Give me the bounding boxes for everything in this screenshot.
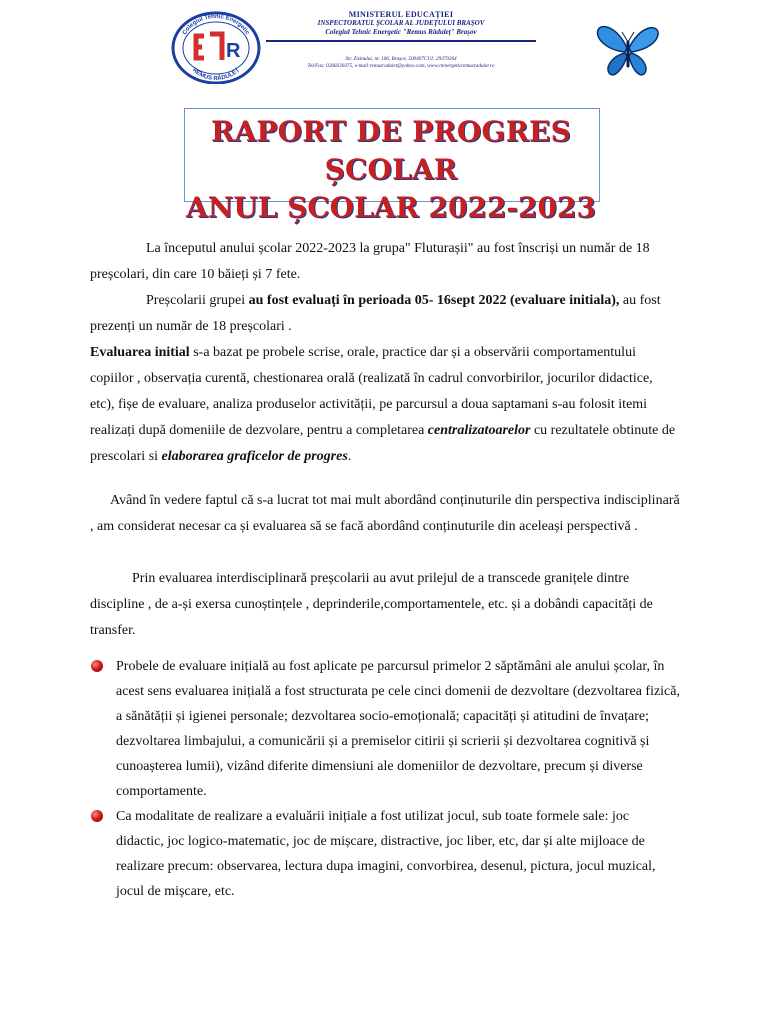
bullet-icon: [91, 660, 103, 672]
title-line-2: ANUL ȘCOLAR 2022-2023: [186, 191, 596, 224]
p3-end: .: [347, 449, 352, 464]
svg-text:R: R: [226, 40, 241, 62]
list-item: [90, 654, 680, 804]
address-line: Str. Zizinului, nr. 106, Brașov, 500407CUI: 29379264: [345, 56, 457, 62]
p2-text-a: Preșcolarii grupei: [146, 293, 249, 308]
bullet-list: [90, 654, 680, 904]
bullet-icon: [91, 810, 103, 822]
list-item: [90, 804, 680, 904]
title-line-1: RAPORT DE PROGRES ȘCOLAR: [210, 115, 572, 186]
institution-contact: [266, 56, 536, 70]
p3-progress-charts: elaborarea graficelor de progres: [161, 449, 348, 464]
paragraph-evaluation-period: [90, 288, 680, 340]
bullet-text: Probele de evaluare inițială au fost aplicate pe parcursul primelor 2 săptămâni ale anului școlar, în acest sens evaluarea inițială a fost structurata pe cele cinci domenii de dezvoltare (dezvoltarea fizică, a sănătății și igienei personale; dezvoltarea socio-emoțională; capacități și atitudini de învațare; dezvoltarea limbajului, a comunicării și a premiselor citirii și scrierii și dezvoltarea cognitivă și cunoașterea lumii), vizând diferite dimensiuni ale domeniilor de dezvoltare, precum și diverse comportamente.: [116, 659, 680, 799]
p3-heading: Evaluarea initial: [90, 345, 190, 360]
paragraph-interdisciplinary: Având în vedere faptul că s-a lucrat tot mai mult abordând conținuturile din perspectiva indisciplinară , am considerat necesar ca și evaluarea să se facă abordând conținuturile din aceleași perspectivă .: [90, 493, 680, 534]
bullet-text: Ca modalitate de realizare a evaluării inițiale a fost utilizat jocul, sub toate formele sale: joc didactic, joc logico-matematic, joc de mișcare, distractive, joc liber, etc, dar și alte mijloace de realizare precum: observarea, lectura dupa imagini, convorbirea, desenul, pictura, jocul muzical, jocul de mișcare, etc.: [116, 809, 656, 899]
butterfly-icon: [596, 22, 660, 80]
school-logo: [170, 8, 262, 84]
paragraph-intro: La începutul anului școlar 2022-2023 la grupa" Fluturașii" au fost înscriși un număr de 18 preșcolari, din care 10 băieți și 7 fete.: [90, 241, 650, 282]
p3-text: s-a bazat pe probele scrise, orale, practice dar și a observării comportamentului copiilor , observația curentă, chestionarea orală (realizată în cadrul convorbirilor, jocurilor didactice, etc), fișe de evaluare, analiza produselor activității, pe parcursul a doua saptamani s-au folosit itemi realizați după domeniile de dezvolare, pentru a completarea: [90, 345, 653, 438]
ministry-name: MINISTERUL EDUCAȚIEI: [348, 10, 454, 19]
paragraph-transfer: Prin evaluarea interdisciplinară preșcolarii au avut prilejul de a transcede granițele dintre discipline , de a-și exersa cunoștințele , deprinderile,comportamentele, etc. și a dobândi capacități de transfer.: [90, 571, 653, 638]
paragraph-initial-evaluation: [90, 340, 680, 470]
logo-text-top: Colegiul Tehnic Energetic: [181, 13, 251, 37]
header-divider: [266, 40, 536, 42]
inspectorate-name: INSPECTORATUL ȘCOLAR AL JUDEȚULUI BRAȘOV: [317, 19, 485, 27]
report-title: [184, 113, 598, 227]
p2-text-bold: au fost evaluați în perioada 05- 16sept 2022 (evaluare initiala),: [248, 293, 620, 308]
p2-text-c: au fost prezenți un număr de 18 preșcolari .: [90, 293, 661, 334]
p3-centralizers: centralizatoarelor: [427, 423, 531, 438]
college-name: Colegiul Tehnic Energetic "Remus Răduleț" Brașov: [325, 28, 477, 36]
contact-line: Tel/Fax: 0268330375, e-mail:remusradulet@yahoo.com, www.ctenergeticremusradulet.ro: [307, 63, 495, 69]
p3-text-2: cu rezultatele obtinute de prescolari si: [90, 423, 676, 464]
logo-text-bottom: REMUS RĂDULEȚ: [191, 67, 241, 83]
institution-header: [266, 10, 536, 37]
